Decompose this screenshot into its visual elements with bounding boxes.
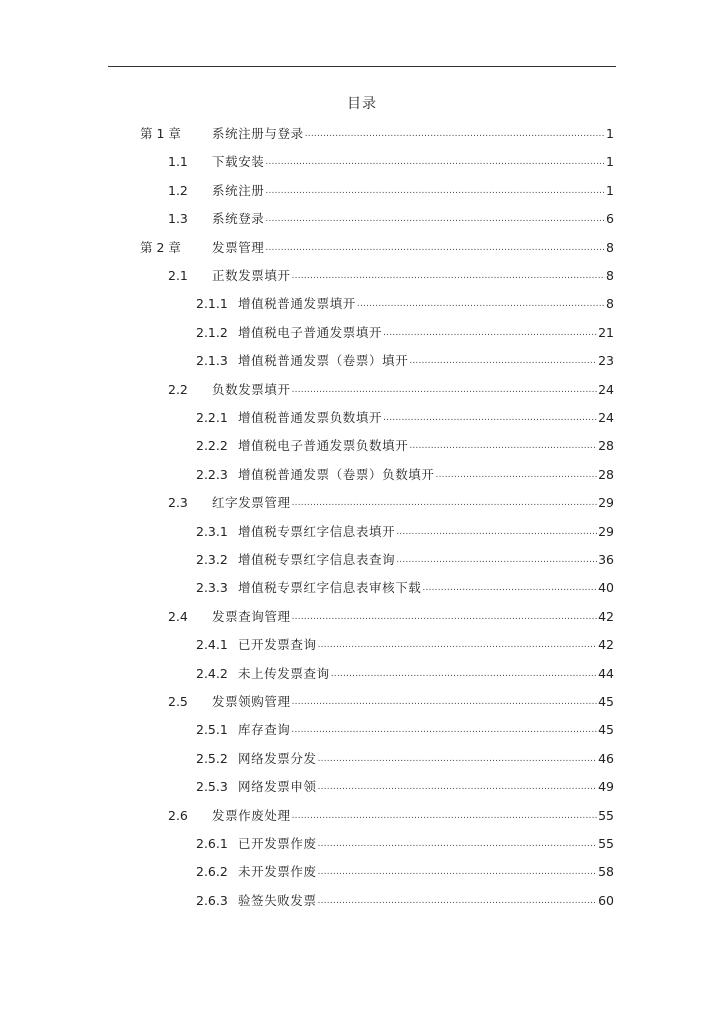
toc-entry-number: 1.2: [168, 182, 188, 198]
dot-leader: [318, 866, 597, 878]
toc-entry-page: 1: [606, 182, 614, 198]
toc-entry-page: 24: [598, 410, 614, 425]
toc-entry-title: 增值税普通发票（卷票）填开: [238, 353, 409, 369]
toc-entry-number: 第 2 章: [140, 239, 181, 255]
toc-entry-number: 2.4.2: [196, 665, 228, 681]
toc-entry[interactable]: [0, 405, 614, 425]
dot-leader: [422, 582, 597, 594]
toc-entry-number: 2.3.1: [196, 523, 228, 539]
toc-title: 目录: [347, 96, 377, 112]
dot-leader: [396, 526, 597, 538]
toc-entry-number: 2.3.2: [196, 552, 228, 567]
toc-entry[interactable]: [0, 746, 614, 766]
toc-entry-title: 发票查询管理: [212, 608, 291, 624]
toc-entry-number: 2.5.1: [196, 722, 228, 738]
dot-leader: [396, 554, 597, 566]
toc-entry-page: 44: [598, 665, 614, 681]
dot-leader: [331, 668, 597, 680]
toc-entry[interactable]: [0, 348, 614, 368]
dot-leader: [383, 412, 597, 424]
toc-entry-title: 系统注册: [212, 182, 265, 198]
toc-entry-page: 24: [598, 381, 614, 397]
toc-entry-title: 负数发票填开: [212, 381, 291, 397]
toc-entry-title: 未上传发票查询: [238, 665, 330, 681]
dot-leader: [292, 270, 605, 282]
toc-entry-page: 55: [598, 836, 614, 851]
toc-entry-number: 2.1.3: [196, 353, 228, 369]
toc-entry-page: 8: [606, 268, 614, 283]
toc-entry-title: 增值税电子普通发票负数填开: [238, 438, 409, 454]
toc-entry-number: 2.6.1: [196, 836, 228, 851]
dot-leader: [357, 298, 605, 310]
toc-entry[interactable]: [0, 717, 614, 737]
toc-entry-title: 红字发票管理: [212, 495, 291, 511]
toc-entry-title: 发票管理: [212, 239, 265, 255]
dot-leader: [318, 781, 597, 793]
toc-entry-page: 42: [598, 637, 614, 653]
toc-entry[interactable]: [0, 632, 614, 652]
toc-entry[interactable]: [0, 121, 614, 141]
toc-entry[interactable]: [0, 575, 614, 595]
toc-entry-title: 已开发票查询: [238, 637, 317, 653]
toc-entry-title: 网络发票申领: [238, 779, 317, 795]
dot-leader: [292, 497, 597, 509]
dot-leader: [436, 469, 598, 481]
toc-entry[interactable]: [0, 604, 614, 624]
toc-entry-page: 55: [598, 807, 614, 823]
toc-entry[interactable]: [0, 859, 614, 879]
toc-entry-title: 增值税普通发票填开: [238, 296, 356, 312]
toc-entry-title: 未开发票作废: [238, 864, 317, 880]
toc-entry-page: 8: [606, 296, 614, 312]
toc-entry-title: 下载安装: [212, 154, 265, 170]
toc-entry-page: 40: [598, 580, 614, 596]
toc-entry[interactable]: [0, 774, 614, 794]
toc-entry-title: 正数发票填开: [212, 268, 291, 283]
toc-entry-page: 23: [598, 353, 614, 369]
toc-entry-page: 36: [598, 552, 614, 567]
toc-entry-page: 45: [598, 722, 614, 738]
toc-entry-page: 28: [598, 466, 614, 482]
toc-entry-page: 6: [606, 211, 614, 227]
toc-entry-page: 49: [598, 779, 614, 795]
toc-entry[interactable]: [0, 206, 614, 226]
toc-entry[interactable]: [0, 235, 614, 255]
toc-entry[interactable]: [0, 263, 614, 283]
toc-entry-number: 2.6: [168, 807, 188, 823]
toc-entry[interactable]: [0, 433, 614, 453]
dot-leader: [292, 611, 597, 623]
toc-entry-number: 2.1.2: [196, 324, 228, 340]
dot-leader: [265, 213, 605, 225]
toc-entry-page: 60: [598, 892, 614, 908]
toc-entry-title: 系统注册与登录: [212, 126, 304, 141]
toc-entry-page: 29: [598, 523, 614, 539]
dot-leader: [291, 724, 597, 736]
toc-entry[interactable]: [0, 490, 614, 510]
toc-entry[interactable]: [0, 320, 614, 340]
toc-entry[interactable]: [0, 377, 614, 397]
toc-entry-title: 增值税电子普通发票填开: [238, 324, 383, 340]
toc-entry-title: 库存查询: [238, 722, 291, 738]
toc-entry-page: 58: [598, 864, 614, 880]
toc-entry-title: 增值税普通发票（卷票）负数填开: [238, 466, 435, 482]
toc-entry-number: 第 1 章: [140, 126, 181, 141]
dot-leader: [292, 810, 597, 822]
dot-leader: [265, 185, 605, 197]
toc-entry-title: 验签失败发票: [238, 892, 317, 908]
dot-leader: [265, 156, 605, 168]
toc-entry[interactable]: [0, 149, 614, 169]
toc-entry-page: 45: [598, 694, 614, 709]
dot-leader: [409, 440, 597, 452]
toc-entry[interactable]: [0, 519, 614, 539]
toc-entry-number: 2.1: [168, 268, 188, 283]
toc-entry[interactable]: [0, 831, 614, 851]
dot-leader: [383, 327, 597, 339]
toc-entry-number: 1.3: [168, 211, 188, 227]
toc-entry-page: 42: [598, 608, 614, 624]
toc-entry[interactable]: [0, 547, 614, 567]
toc-entry-number: 2.5: [168, 694, 188, 709]
toc-entry-number: 2.1.1: [196, 296, 228, 312]
toc-entry-title: 发票作废处理: [212, 807, 291, 823]
dot-leader: [305, 128, 605, 140]
toc-entry-page: 28: [598, 438, 614, 454]
toc-entry-page: 46: [598, 750, 614, 766]
toc-entry-title: 增值税专票红字信息表查询: [238, 552, 396, 567]
toc-entry[interactable]: [0, 803, 614, 823]
dot-leader: [318, 895, 597, 907]
toc-entry[interactable]: [0, 661, 614, 681]
toc-entry-number: 2.4.1: [196, 637, 228, 653]
toc-entry-title: 已开发票作废: [238, 836, 317, 851]
toc-entry-number: 2.2.1: [196, 410, 228, 425]
toc-entry-title: 增值税普通发票负数填开: [238, 410, 383, 425]
toc-entry[interactable]: [0, 291, 614, 311]
toc-entry-page: 1: [606, 154, 614, 170]
toc-entry-page: 29: [598, 495, 614, 511]
toc-entry-number: 2.4: [168, 608, 188, 624]
dot-leader: [318, 838, 597, 850]
toc-entry-number: 2.6.2: [196, 864, 228, 880]
toc-entry-title: 增值税专票红字信息表填开: [238, 523, 396, 539]
toc-entry-number: 2.6.3: [196, 892, 228, 908]
dot-leader: [318, 753, 597, 765]
toc-entry[interactable]: [0, 888, 614, 908]
toc-entry-number: 2.2.3: [196, 466, 228, 482]
toc-entry-title: 增值税专票红字信息表审核下载: [238, 580, 422, 596]
dot-leader: [292, 384, 597, 396]
toc-entry-number: 2.5.3: [196, 779, 228, 795]
toc-entry[interactable]: [0, 462, 614, 482]
toc-entry-title: 发票领购管理: [212, 694, 291, 709]
toc-entry-page: 8: [606, 239, 614, 255]
dot-leader: [265, 242, 605, 254]
toc-entry-page: 21: [598, 324, 614, 340]
toc-entry-number: 2.3: [168, 495, 188, 511]
toc-entry-number: 2.2.2: [196, 438, 228, 454]
dot-leader: [318, 639, 597, 651]
toc-entry[interactable]: [0, 178, 614, 198]
toc-entry-number: 2.5.2: [196, 750, 228, 766]
toc-entry[interactable]: [0, 689, 614, 709]
toc-entry-page: 1: [606, 126, 614, 141]
toc-entry-title: 网络发票分发: [238, 750, 317, 766]
toc-entry-number: 2.3.3: [196, 580, 228, 596]
toc-entry-number: 2.2: [168, 381, 188, 397]
toc-entry-title: 系统登录: [212, 211, 265, 227]
header-rule: [108, 66, 616, 67]
dot-leader: [409, 355, 597, 367]
dot-leader: [292, 696, 597, 708]
toc-entry-number: 1.1: [168, 154, 188, 170]
